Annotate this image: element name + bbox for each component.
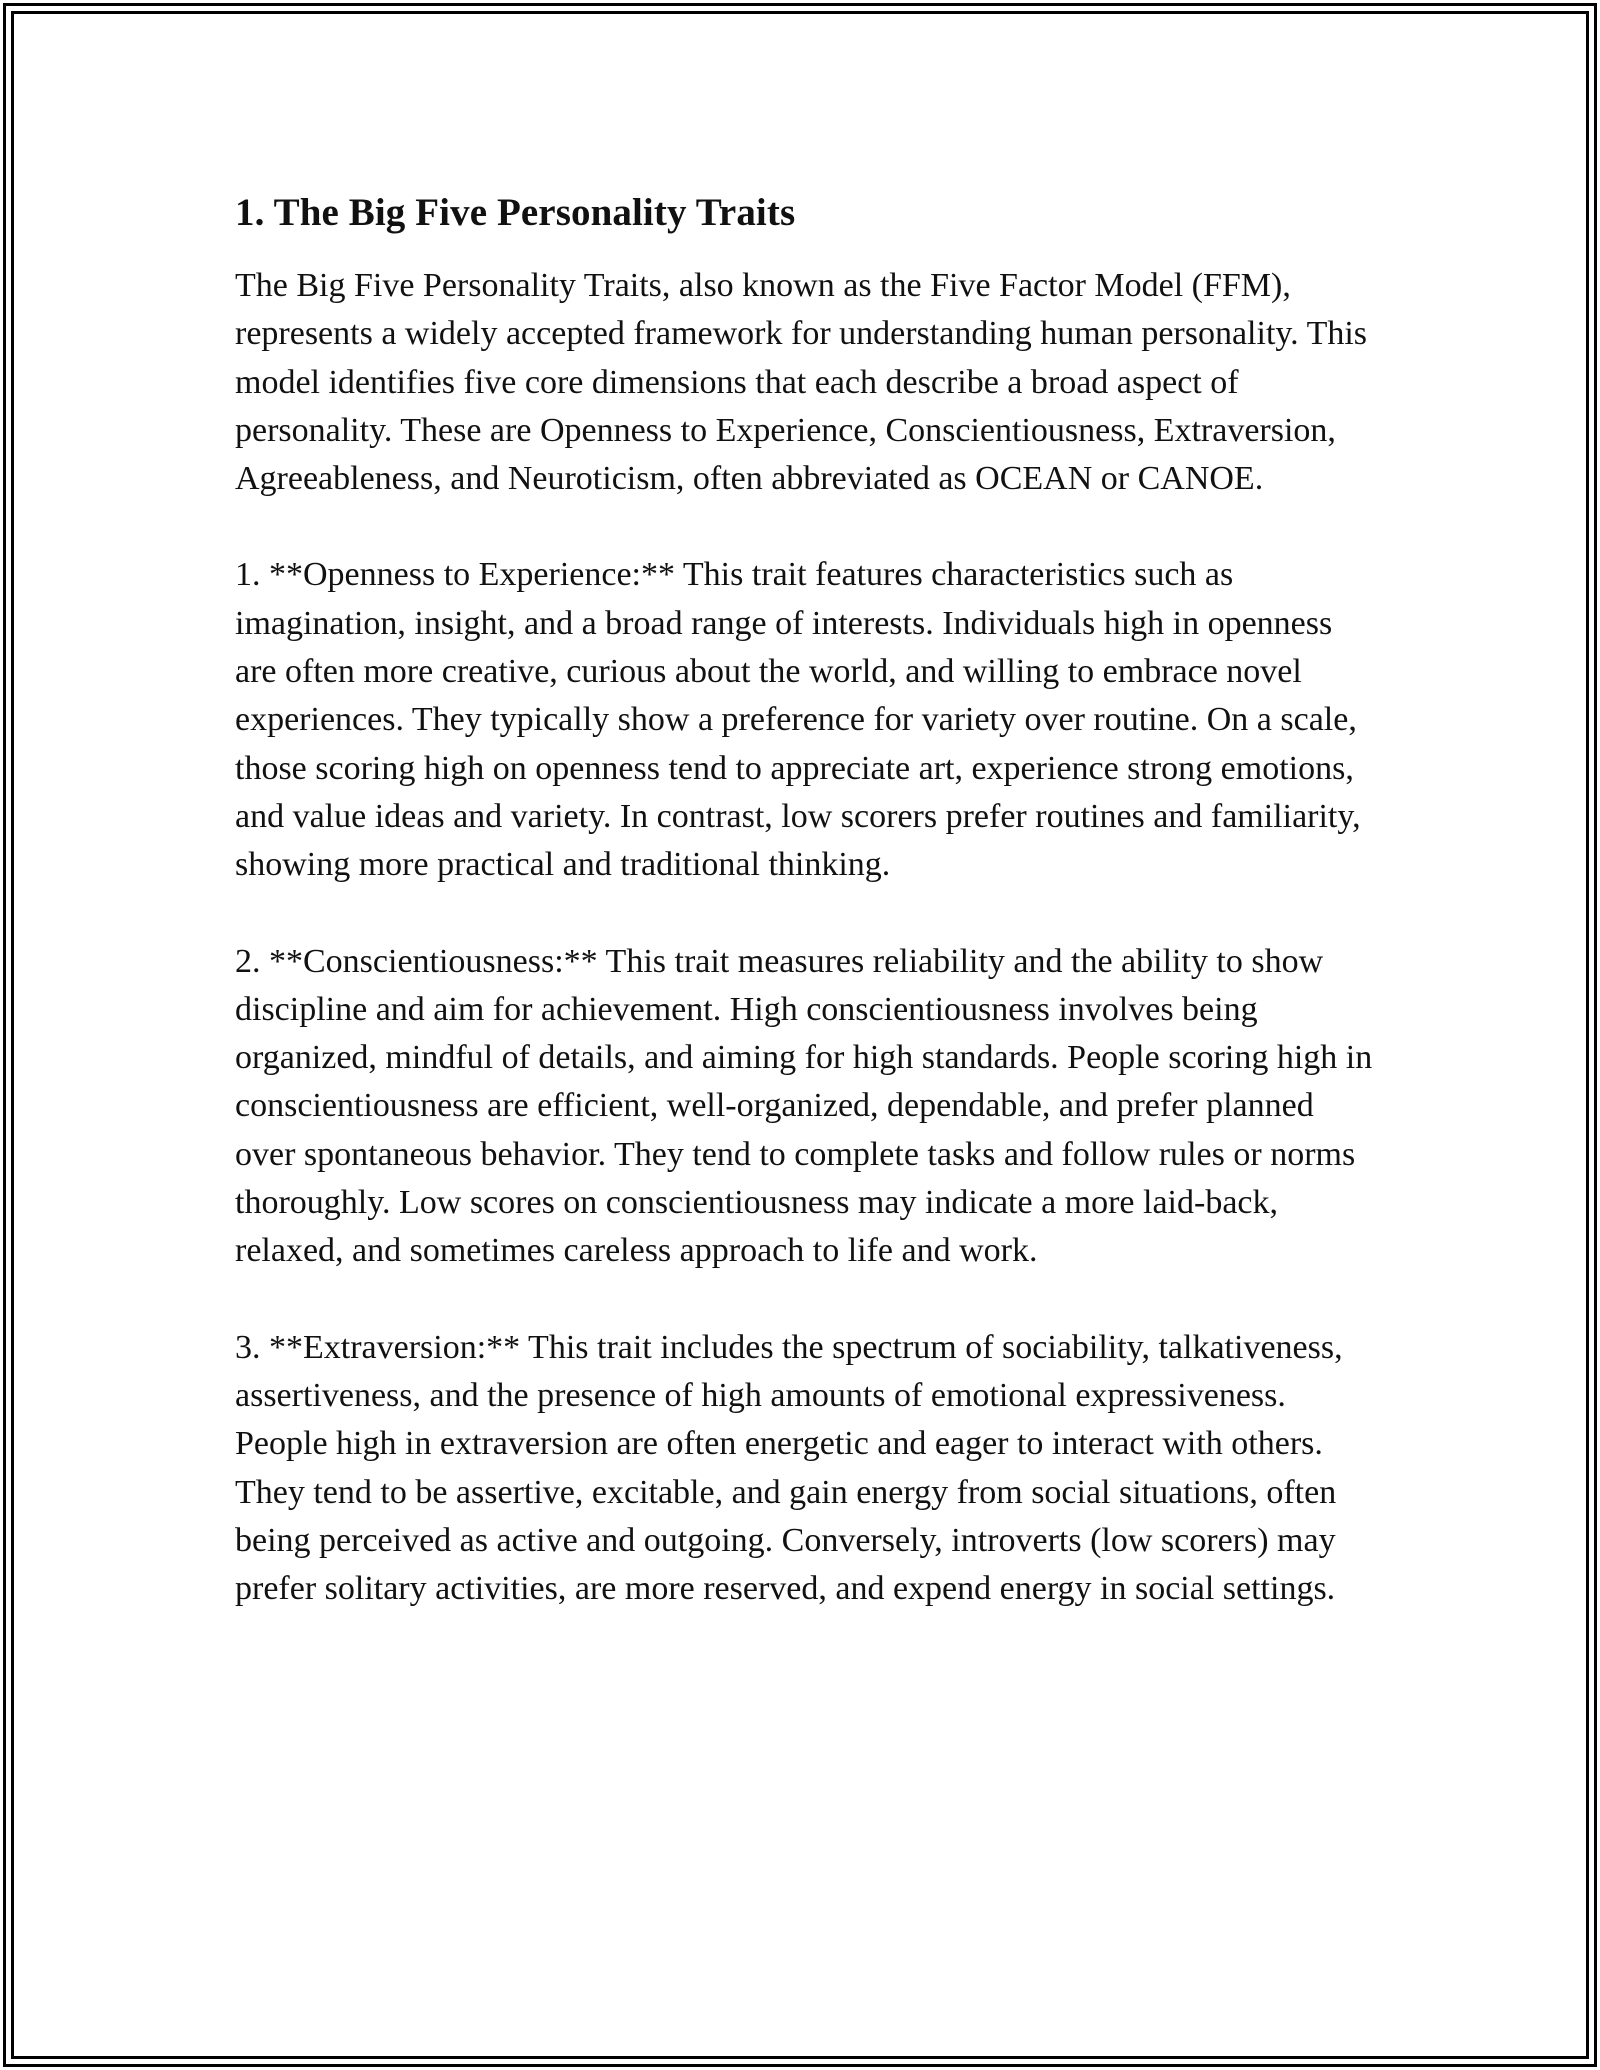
openness-paragraph: 1. **Openness to Experience:** This trait features characteristics such as imagination, insight, and a broad range of interests. Individuals high in openness are often more creative, curious about the world, and willing to embrace novel experiences. They typically show a preference for variety over routine. On a scale, those scoring high on openness tend to appreciate art, experience strong emotions, and value ideas and variety. In contrast, low scorers prefer routines and familiarity, showing more practical and traditional thinking. (235, 556, 1361, 884)
intro-paragraph: The Big Five Personality Traits, also known as the Five Factor Model (FFM), represents a widely accepted framework for understanding human personality. This model identifies five core dimensions that each describe a broad aspect of personality. These are Openness to Experience, Conscientiousness, Extraversion, Agreeableness, and Neuroticism, often abbreviated as OCEAN or CANOE. (235, 267, 1368, 498)
document-body (235, 186, 1375, 1661)
conscientiousness-paragraph: 2. **Conscientiousness:** This trait measures reliability and the ability to show discipline and aim for achievement. High conscientiousness involves being organized, mindful of details, and aiming for high standards. People scoring high in conscientiousness are efficient, well-organized, dependable, and prefer planned over spontaneous behavior. They tend to complete tasks and follow rules or norms thoroughly. Low scores on conscientiousness may indicate a more laid-back, relaxed, and sometimes careless approach to life and work. (235, 942, 1373, 1270)
extraversion-paragraph: 3. **Extraversion:** This trait includes the spectrum of sociability, talkativeness, assertiveness, and the presence of high amounts of emotional expressiveness. People high in extraversion are often energetic and eager to interact with others. They tend to be assertive, excitable, and gain energy from social situations, often being perceived as active and outgoing. Conversely, introverts (low scorers) may prefer solitary activities, are more reserved, and expend energy in social settings. (235, 1328, 1343, 1608)
section-heading: 1. The Big Five Personality Traits (235, 191, 796, 234)
